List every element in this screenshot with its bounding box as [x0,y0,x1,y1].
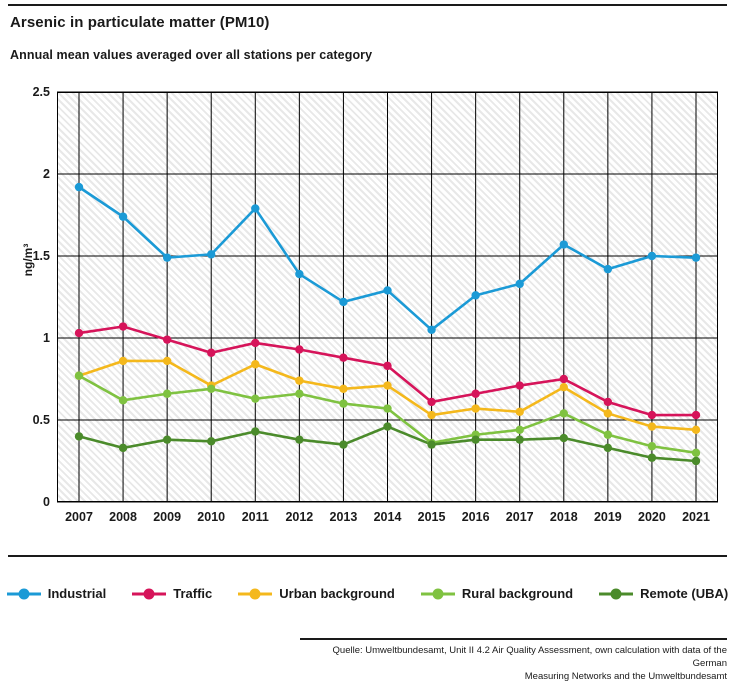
data-point [383,404,391,412]
data-point [295,376,303,384]
data-point [295,435,303,443]
legend-divider [8,555,727,557]
data-point [207,349,215,357]
data-point [163,390,171,398]
chart-legend [0,586,735,601]
data-point [163,357,171,365]
data-point [251,394,259,402]
legend-label: Urban background [279,586,395,601]
data-point [560,434,568,442]
data-point [163,253,171,261]
data-point [163,435,171,443]
data-point [75,329,83,337]
data-point [648,454,656,462]
data-point [692,449,700,457]
y-tick-label: 1.5 [32,249,50,263]
data-point [648,252,656,260]
legend-item[interactable] [599,586,728,601]
legend-label: Industrial [47,586,107,601]
legend-marker-icon [599,587,633,601]
data-point [692,253,700,261]
x-tick-label: 2012 [285,510,314,524]
plot-region [32,85,718,524]
data-point [383,286,391,294]
source-note [297,645,727,683]
data-point [207,250,215,258]
data-point [339,385,347,393]
data-point [295,270,303,278]
data-point [207,385,215,393]
data-point [516,435,524,443]
data-point [692,457,700,465]
y-tick-label: 0 [43,495,50,509]
x-tick-label: 2008 [109,510,137,524]
data-point [427,398,435,406]
page-title: Arsenic in particulate matter (PM10) [10,14,270,31]
source-line-1: Quelle: Umweltbundesamt, Unit II 4.2 Air Quality Assessment, own calculation with data of the German [332,645,727,669]
x-tick-label: 2021 [682,510,710,524]
x-tick-label: 2014 [373,510,402,524]
data-point [75,183,83,191]
data-point [251,204,259,212]
data-point [251,339,259,347]
x-tick-label: 2017 [505,510,534,524]
data-point [560,409,568,417]
header-divider [8,4,727,6]
data-point [207,437,215,445]
data-point [119,444,127,452]
data-point [383,362,391,370]
data-point [516,280,524,288]
data-point [119,357,127,365]
data-point [648,422,656,430]
x-tick-label: 2009 [153,510,182,524]
y-tick-label: 1 [43,331,50,345]
data-point [692,411,700,419]
data-point [604,265,612,273]
chart-lines [57,92,718,502]
data-point [383,381,391,389]
data-point [427,440,435,448]
legend-item[interactable] [421,586,573,601]
x-tick-label: 2007 [65,510,93,524]
data-point [339,353,347,361]
data-point [339,440,347,448]
x-tick-label: 2010 [197,510,226,524]
page-subtitle: Annual mean values averaged over all stations per category [10,48,373,62]
x-tick-label: 2013 [329,510,358,524]
data-point [471,404,479,412]
data-point [604,444,612,452]
x-tick-label: 2018 [549,510,578,524]
data-point [339,399,347,407]
data-point [427,411,435,419]
data-point [339,298,347,306]
data-point [560,240,568,248]
data-point [119,212,127,220]
legend-item[interactable] [238,586,395,601]
data-point [471,435,479,443]
x-tick-label: 2015 [417,510,446,524]
data-point [604,398,612,406]
data-point [251,427,259,435]
data-point [163,335,171,343]
data-point [295,390,303,398]
data-point [75,432,83,440]
data-point [692,426,700,434]
legend-label: Remote (UBA) [640,586,729,601]
legend-marker-icon [421,587,455,601]
data-point [119,396,127,404]
data-point [516,381,524,389]
data-point [560,383,568,391]
data-point [75,372,83,380]
x-tick-label: 2011 [241,510,269,524]
data-point [471,390,479,398]
legend-marker-icon [7,587,41,601]
data-point [427,326,435,334]
source-line-2: Measuring Networks and the Umweltbundesamt [524,670,727,682]
y-axis-label: ng/m³ [21,243,35,277]
data-point [383,422,391,430]
data-point [119,322,127,330]
data-point [251,360,259,368]
y-tick-label: 2.5 [32,85,50,99]
chart-area [0,78,735,528]
data-point [648,411,656,419]
data-point [516,426,524,434]
legend-item[interactable] [7,586,107,601]
data-point [604,431,612,439]
y-tick-label: 0.5 [32,413,50,427]
data-point [604,409,612,417]
legend-marker-icon [132,587,166,601]
legend-marker-icon [238,587,272,601]
x-tick-label: 2020 [638,510,666,524]
legend-label: Traffic [173,586,213,601]
x-tick-label: 2016 [461,510,490,524]
legend-item[interactable] [132,586,212,601]
x-tick-label: 2019 [593,510,622,524]
data-point [516,408,524,416]
data-point [560,375,568,383]
legend-label: Rural background [461,586,574,601]
data-point [295,345,303,353]
data-point [471,291,479,299]
y-tick-label: 2 [43,167,50,181]
source-divider [300,638,727,640]
data-point [648,442,656,450]
